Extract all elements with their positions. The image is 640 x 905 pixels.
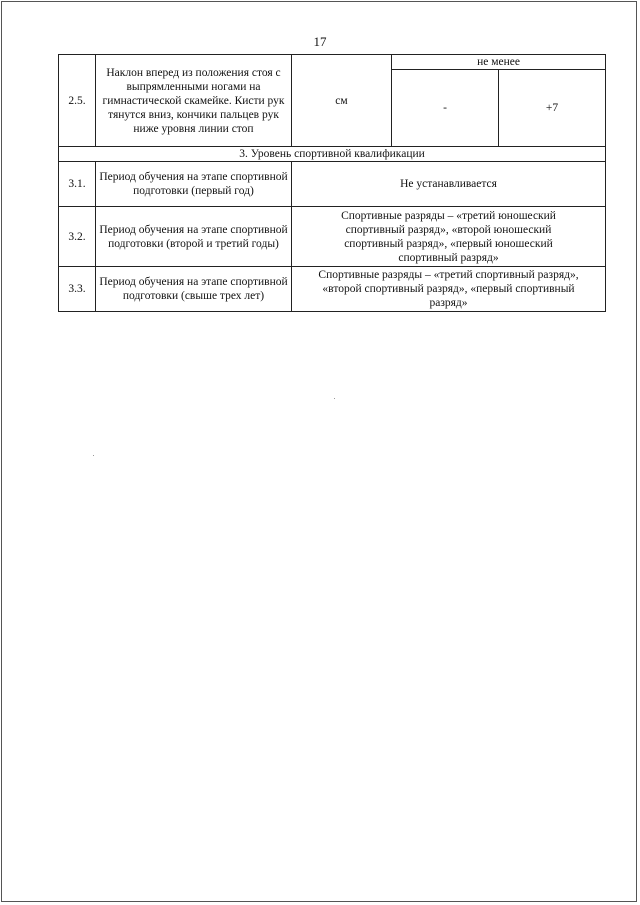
standards-table (58, 54, 606, 312)
unit-cell: см (292, 55, 392, 147)
table-row (59, 207, 606, 267)
row-number: 3.3. (59, 267, 96, 312)
row-number: 2.5. (59, 55, 96, 147)
table-row (59, 55, 606, 70)
minimum-header: не менее (392, 55, 606, 70)
scan-speck (93, 455, 94, 456)
row-description: Период обучения на этапе спортивной подготовки (второй и третий годы) (96, 207, 292, 267)
table-row (59, 267, 606, 312)
value-cell: +7 (499, 70, 606, 147)
section-heading: 3. Уровень спортивной квалификации (59, 147, 606, 162)
row-number: 3.2. (59, 207, 96, 267)
section-row (59, 147, 606, 162)
row-description: Наклон вперед из положения стоя с выпрямленными ногами на гимнастической скамейке. Кисти рук тянутся вниз, кончики пальцев рук ниже уровня линии стоп (96, 55, 292, 147)
scan-speck (334, 398, 335, 399)
requirement-cell: Спортивные разряды – «третий спортивный разряд», «второй спортивный разряд», «первый спортивный разряд» (292, 267, 606, 312)
value-cell: - (392, 70, 499, 147)
row-description: Период обучения на этапе спортивной подготовки (свыше трех лет) (96, 267, 292, 312)
requirement-cell: Не устанавливается (292, 162, 606, 207)
row-number: 3.1. (59, 162, 96, 207)
page-number: 17 (313, 34, 327, 49)
table-row (59, 162, 606, 207)
requirement-cell: Спортивные разряды – «третий юношеский спортивный разряд», «второй юношеский спортивный разряд», «первый юношеский спортивный разряд» (292, 207, 606, 267)
row-description: Период обучения на этапе спортивной подготовки (первый год) (96, 162, 292, 207)
